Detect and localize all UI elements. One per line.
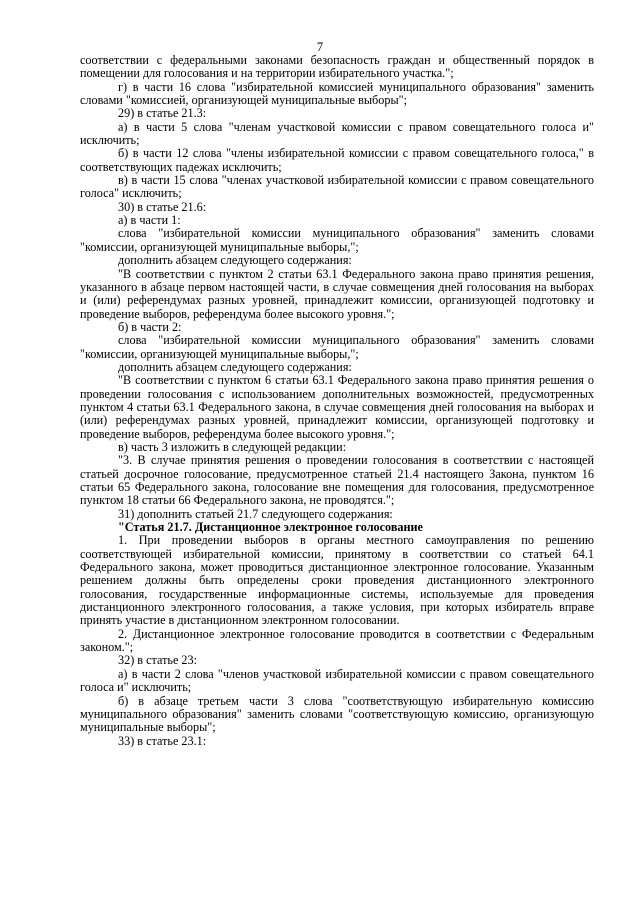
paragraph: в) часть 3 изложить в следующей редакции: (118, 439, 347, 454)
paragraph: б) в абзаце третьем части 3 слова "соответствующую избирательную комиссию муниципального образования" заменить словами "соответствующую комиссию, организующую муниципальные выборы"; (80, 693, 594, 735)
paragraph: б) в части 12 слова "члены избирательной комиссии с правом совещательного голоса," в соответствующих падежах исключить; (80, 146, 594, 174)
paragraph: а) в части 2 слова "членов участковой избирательной комиссии с правом совещательного голоса и" исключить; (80, 666, 594, 695)
page-number: 7 (316, 40, 324, 54)
paragraph: "3. В случае принятия решения о проведении голосования в соответствии с настоящей статьей досрочное голосование, предусмотренное статьей 21.4 настоящего Закона, пунктом 16 статьи 65 Федерального закона, голосование вне помещения для голосования, предусмотренное пунктом 18 статьи 66 Федерального закона, не проводятся."; (80, 453, 594, 508)
paragraph: 2. Дистанционное электронное голосование проводится в соответствии с Федеральным законом."; (80, 626, 594, 655)
paragraph: "В соответствии с пунктом 6 статьи 63.1 Федерального закона право принятия решения о проведении голосования с использованием дополнительных возможностей, предусмотренных пунктом 4 статьи 63.1 Федерального закона, в случае совмещения дней голосования на выборах и (или) референдумах разных уровней, принадлежит комиссии, организующей подготовку и проведение выборов, референдума более высокого уровня."; (80, 373, 594, 441)
paragraph: 31) дополнить статьей 21.7 следующего содержания: (118, 506, 393, 521)
document-body (80, 54, 594, 748)
paragraph: слова "избирательной комиссии муниципального образования" заменить словами "комиссии, организующей муниципальные выборы,"; (80, 226, 594, 254)
paragraph: г) в части 16 слова "избирательной комиссией муниципального образования" заменить словами "комиссией, организующей муниципальные выборы"; (80, 79, 594, 108)
paragraph: дополнить абзацем следующего содержания: (118, 253, 352, 268)
paragraph: б) в части 2: (118, 319, 182, 334)
paragraph: дополнить абзацем следующего содержания: (118, 359, 352, 374)
article-heading: "Статья 21.7. Дистанционное электронное голосование (118, 520, 423, 535)
paragraph: 33) в статье 23.1: (118, 733, 207, 748)
paragraph: 29) в статье 21.3: (118, 106, 207, 121)
paragraph: 32) в статье 23: (118, 653, 197, 668)
paragraph: 1. При проведении выборов в органы местного самоуправления по решению соответствующей избирательной комиссии, принятому в соответствии со статьей 64.1 Федерального закона, может проводиться дистанционное электронное голосование. Указанным решением должны быть определены сроки проведения дистанционного электронного голосования, государственные информационные системы, используемые для проведения дистанционного электронного голосования, а также условия, при которых избиратель вправе принять участие в дистанционном электронном голосовании. (80, 533, 594, 628)
paragraph: соответствии с федеральными законами безопасность граждан и общественный порядок в помещении для голосования и на территории избирательного участка."; (80, 53, 594, 81)
paragraph: в) в части 15 слова "членах участковой избирательной комиссии с правом совещательного голоса" исключить; (80, 173, 594, 201)
paragraph: 30) в статье 21.6: (118, 199, 207, 214)
paragraph: "В соответствии с пунктом 2 статьи 63.1 Федерального закона право принятия решения, указанного в абзаце первом настоящей части, в случае совмещения дней голосования на выборах и (или) референдумах разных уровней, принадлежит комиссии, организующей подготовку и проведение выборов, референдума более высокого уровня."; (80, 266, 594, 321)
paragraph: а) в части 1: (118, 213, 181, 228)
paragraph: слова "избирательной комиссии муниципального образования" заменить словами "комиссии, организующей муниципальные выборы,"; (80, 333, 594, 361)
paragraph: а) в части 5 слова "членам участковой комиссии с правом совещательного голоса и" исключить; (80, 119, 594, 148)
